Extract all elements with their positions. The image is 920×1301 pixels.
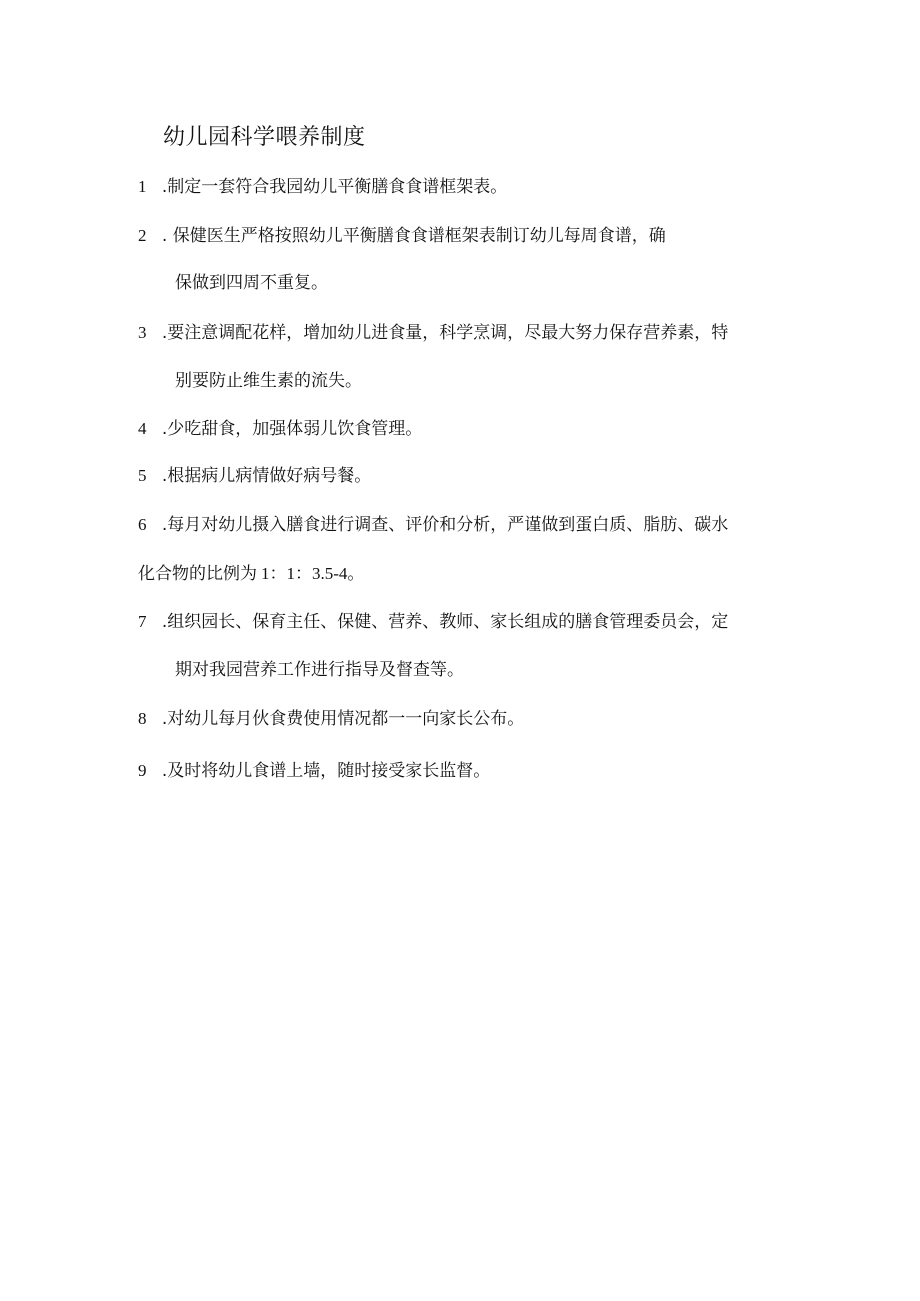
- item-text: .及时将幼儿食谱上墙，随时接受家长监督。: [161, 761, 491, 781]
- item-text: .制定一套符合我园幼儿平衡膳食食谱框架表。: [161, 177, 508, 197]
- item-number: 4: [138, 419, 147, 438]
- list-item-2: [138, 225, 666, 247]
- list-item-5: [138, 465, 371, 487]
- list-item-3-continuation: 别要防止维生素的流失。: [175, 371, 362, 391]
- document-title: 幼儿园科学喂养制度: [163, 125, 366, 150]
- item-number: 6: [138, 515, 147, 534]
- item-number: 9: [138, 761, 147, 780]
- item-number: 8: [138, 709, 147, 728]
- item-number: 2: [138, 226, 147, 245]
- list-item-7: [138, 611, 728, 633]
- item-number: 7: [138, 612, 147, 631]
- list-item-4: [138, 418, 422, 440]
- item-text: .每月对幼儿摄入膳食进行调查、评价和分析，严谨做到蛋白质、脂肪、碳水: [161, 515, 729, 535]
- item-number: 5: [138, 466, 147, 485]
- item-text: .根据病儿病情做好病号餐。: [161, 466, 372, 486]
- list-item-3: [138, 322, 728, 344]
- list-item-6-continuation: [138, 563, 364, 585]
- item-number: 1: [138, 177, 147, 196]
- item-text: .少吃甜食，加强体弱儿饮食管理。: [161, 419, 423, 439]
- list-item-6: [138, 514, 728, 536]
- list-item-7-continuation: 期对我园营养工作进行指导及督查等。: [175, 660, 464, 680]
- item-text: .对幼儿每月伙食费使用情况都一一向家长公布。: [161, 709, 525, 729]
- list-item-9: [138, 760, 490, 782]
- item-text: .要注意调配花样，增加幼儿进食量，科学烹调，尽最大努力保存营养素，特: [161, 323, 729, 343]
- list-item-2-continuation: 保做到四周不重复。: [175, 273, 328, 293]
- nutrient-ratio: 1：1：3.5-4。: [261, 564, 365, 583]
- item-text: .组织园长、保育主任、保健、营养、教师、家长组成的膳食管理委员会，定: [161, 612, 729, 632]
- list-item-1: [138, 176, 507, 198]
- item-number: 3: [138, 323, 147, 342]
- list-item-8: [138, 708, 524, 730]
- item-text: . 保健医生严格按照幼儿平衡膳食食谱框架表制订幼儿每周食谱，确: [161, 226, 666, 246]
- item-continuation-text: 化合物的比例为: [138, 564, 257, 584]
